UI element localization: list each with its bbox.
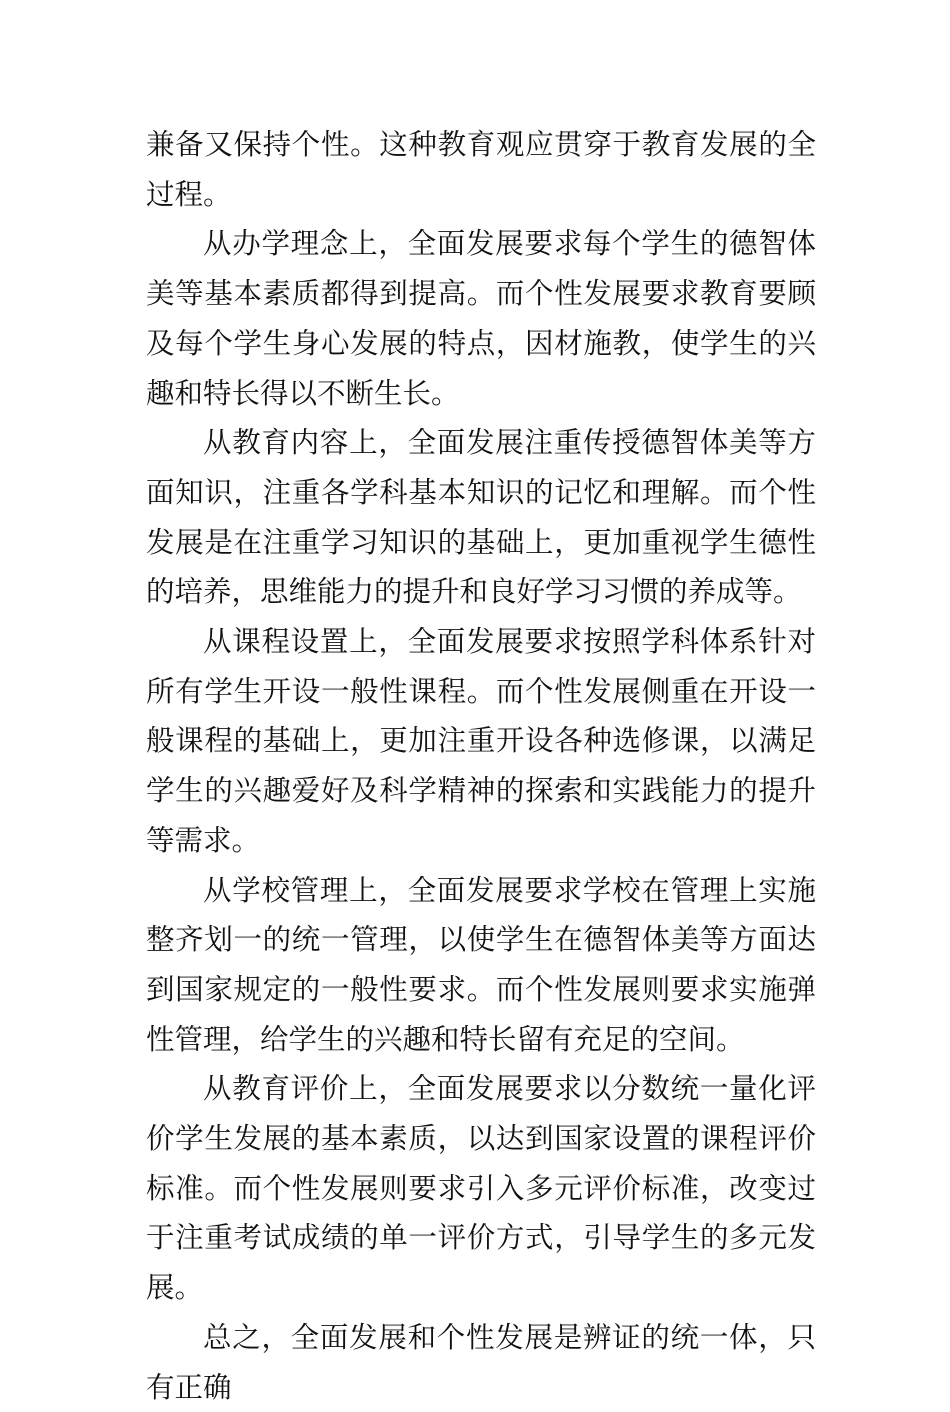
document-body: [146, 120, 816, 1412]
paragraph-conclusion: 总之，全面发展和个性发展是辨证的统一体，只有正确: [146, 1320, 816, 1404]
paragraph-education-content: 从教育内容上，全面发展注重传授德智体美等方面知识，注重各学科基本知识的记忆和理解。而个性发展是在注重学习知识的基础上，更加重视学生德性的培养，思维能力的提升和良好学习习惯的养成等。: [146, 426, 816, 609]
paragraph-education-evaluation: 从教育评价上，全面发展要求以分数统一量化评价学生发展的基本素质，以达到国家设置的课程评价标准。而个性发展则要求引入多元评价标准，改变过于注重考试成绩的单一评价方式，引导学生的多元发展。: [146, 1072, 816, 1305]
paragraph-school-management: 从学校管理上，全面发展要求学校在管理上实施整齐划一的统一管理，以使学生在德智体美等方面达到国家规定的一般性要求。而个性发展则要求实施弹性管理，给学生的兴趣和特长留有充足的空间。: [146, 873, 816, 1056]
paragraph-continuation: 兼备又保持个性。这种教育观应贯穿于教育发展的全过程。: [146, 128, 816, 211]
paragraph-curriculum: 从课程设置上，全面发展要求按照学科体系针对所有学生开设一般性课程。而个性发展侧重在开设一般课程的基础上，更加注重开设各种选修课，以满足学生的兴趣爱好及科学精神的探索和实践能力的提升等需求。: [146, 625, 816, 857]
paragraph-school-philosophy: 从办学理念上，全面发展要求每个学生的德智体美等基本素质都得到提高。而个性发展要求教育要顾及每个学生身心发展的特点，因材施教，使学生的兴趣和特长得以不断生长。: [146, 227, 816, 410]
